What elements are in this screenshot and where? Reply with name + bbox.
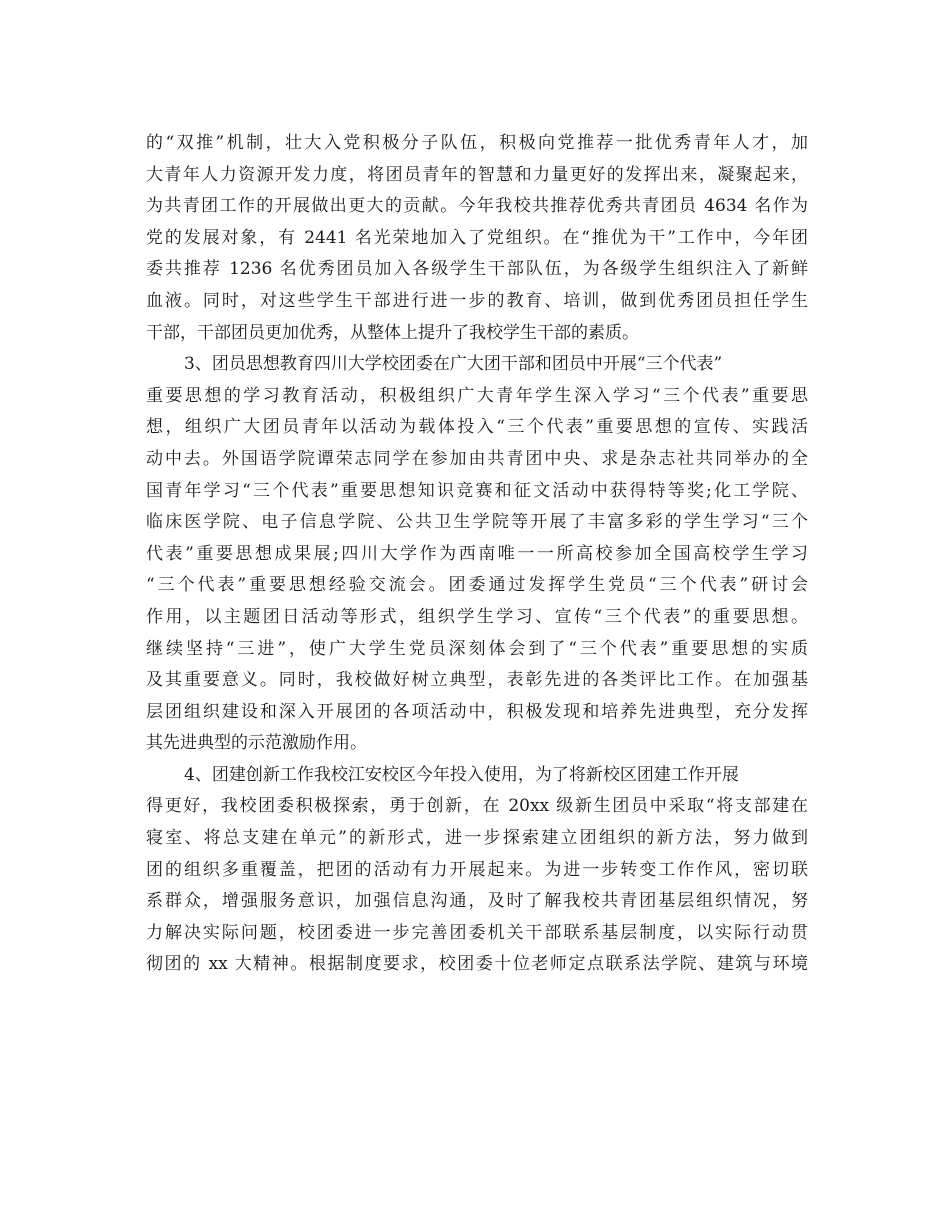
text-line: 及其重要意义。同时，我校做好树立典型，表彰先进的各类评比工作。在加强基 (146, 670, 808, 691)
text-line: 彻团的 xx 大精神。根据制度要求，校团委十位老师定点联系法学院、建筑与环境 (146, 954, 808, 975)
text-line: 动中去。外国语学院谭荣志同学在参加由共青团中央、求是杂志社共同举办的全 (146, 448, 808, 469)
text-line: 寝室、将总支建在单元”的新形式，进一步探索建立团组织的新方法，努力做到 (146, 828, 808, 849)
text-line: 国青年学习“三个代表”重要思想知识竞赛和征文活动中获得特等奖;化工学院、 (146, 480, 808, 501)
text-line: 继续坚持“三进”，使广大学生党员深刻体会到了“三个代表”重要思想的实质 (146, 638, 808, 659)
paragraph-start-line: 4、团建创新工作我校江安校区今年投入使用，为了将新校区团建工作开展 (184, 764, 739, 785)
text-line: 为共青团工作的开展做出更大的贡献。今年我校共推荐优秀共青团员 4634 名作为 (146, 196, 808, 217)
text-line: 临床医学院、电子信息学院、公共卫生学院等开展了丰富多彩的学生学习“三个 (146, 512, 808, 533)
text-line: 想，组织广大团员青年以活动为载体投入“三个代表”重要思想的宣传、实践活 (146, 417, 808, 438)
body-text (146, 128, 808, 981)
text-line: 党的发展对象，有 2441 名光荣地加入了党组织。在“推优为干”工作中，今年团 (146, 227, 808, 248)
text-line: 委共推荐 1236 名优秀团员加入各级学生干部队伍，为各级学生组织注入了新鲜 (146, 259, 808, 280)
text-line: 代表”重要思想成果展;四川大学作为西南唯一一所高校参加全国高校学生学习 (146, 543, 808, 564)
text-line: 重要思想的学习教育活动，积极组织广大青年学生深入学习“三个代表”重要思 (146, 385, 808, 406)
text-line: 干部，干部团员更加优秀，从整体上提升了我校学生干部的素质。 (146, 322, 639, 343)
text-line: 血液。同时，对这些学生干部进行进一步的教育、培训，做到优秀团员担任学生 (146, 290, 808, 311)
text-line: 力解决实际问题，校团委进一步完善团委机关干部联系基层制度，以实际行动贯 (146, 922, 808, 943)
text-line: 团的组织多重覆盖，把团的活动有力开展起来。为进一步转变工作作风，密切联 (146, 859, 808, 880)
text-line: 得更好，我校团委积极探索，勇于创新，在 20xx 级新生团员中采取“将支部建在 (146, 796, 808, 817)
text-line: 系群众，增强服务意识，加强信息沟通，及时了解我校共青团基层组织情况，努 (146, 891, 808, 912)
text-line: 作用，以主题团日活动等形式，组织学生学习、宣传“三个代表”的重要思想。 (146, 606, 808, 627)
text-line: 大青年人力资源开发力度，将团员青年的智慧和力量更好的发挥出来，凝聚起来， (146, 164, 808, 185)
text-line: 层团组织建设和深入开展团的各项活动中，积极发现和培养先进典型，充分发挥 (146, 701, 808, 722)
text-line: 的“双推”机制，壮大入党积极分子队伍，积极向党推荐一批优秀青年人才，加 (146, 133, 808, 153)
text-line: 其先进典型的示范激励作用。 (146, 733, 367, 754)
text-line: “三个代表”重要思想经验交流会。团委通过发挥学生党员“三个代表”研讨会 (146, 575, 808, 596)
paragraph-start-line: 3、团员思想教育四川大学校团委在广大团干部和团员中开展“三个代表” (184, 354, 723, 375)
